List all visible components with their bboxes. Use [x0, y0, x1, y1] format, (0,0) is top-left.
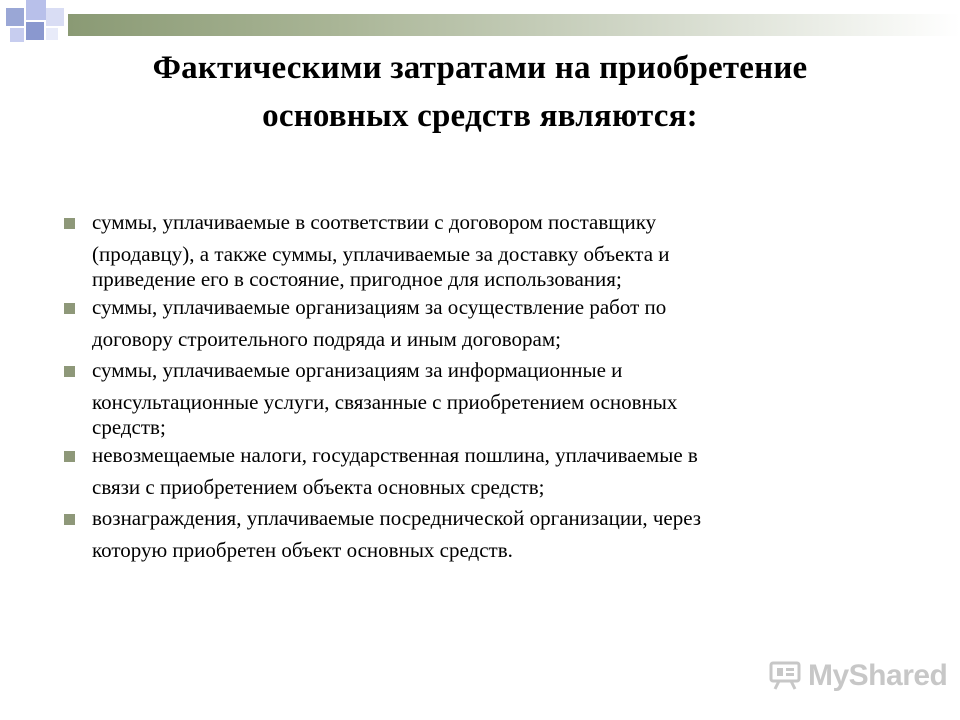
bullet-square-icon	[64, 451, 75, 462]
bullet-text-line: связи с приобретением объекта основных средств;	[92, 475, 545, 499]
bullet-text-line: договору строительного подряда и иным договорам;	[92, 327, 561, 351]
bullet-text-line: средств;	[92, 415, 166, 439]
list-item	[64, 504, 884, 564]
bullet-text-line: суммы, уплачиваемые в соответствии с договором поставщику	[92, 210, 657, 234]
list-item	[64, 208, 884, 290]
myshared-watermark-logo	[768, 656, 947, 696]
bullet-text-line: вознаграждения, уплачиваемые посреднической организации, через	[92, 506, 702, 530]
list-item	[64, 293, 884, 353]
bullet-text-line: суммы, уплачиваемые организациям за осуществление работ по	[92, 295, 667, 319]
bullet-square-icon	[64, 303, 75, 314]
slide-title-line: Фактическими затратами на приобретение	[152, 50, 808, 86]
list-item	[64, 441, 884, 501]
bullet-text-line: суммы, уплачиваемые организациям за информационные и	[92, 358, 623, 382]
bullet-square-icon	[64, 514, 75, 525]
bullet-text-line: которую приобретен объект основных средств.	[92, 538, 513, 562]
bullet-list	[64, 208, 884, 567]
list-item	[64, 356, 884, 438]
bullet-square-icon	[64, 366, 75, 377]
deco-square	[46, 28, 58, 40]
bullet-text-line: приведение его в состояние, пригодное для использования;	[92, 267, 622, 291]
slide-title	[40, 44, 920, 140]
deco-square	[26, 22, 44, 40]
bullet-text-line: (продавцу), а также суммы, уплачиваемые за доставку объекта и	[92, 242, 670, 266]
deco-square	[46, 8, 64, 26]
deco-square	[10, 28, 24, 42]
bullet-text-line: невозмещаемые налоги, государственная пошлина, уплачиваемые в	[92, 443, 698, 467]
bullet-square-icon	[64, 218, 75, 229]
slide-title-line: основных средств являются:	[262, 98, 698, 134]
presentation-board-icon	[768, 661, 802, 691]
deco-square	[26, 0, 46, 20]
bullet-text-line: консультационные услуги, связанные с приобретением основных	[92, 390, 678, 414]
header-gradient-bar	[68, 14, 960, 36]
deco-square	[6, 8, 24, 26]
watermark-text: MyShared	[808, 659, 948, 692]
